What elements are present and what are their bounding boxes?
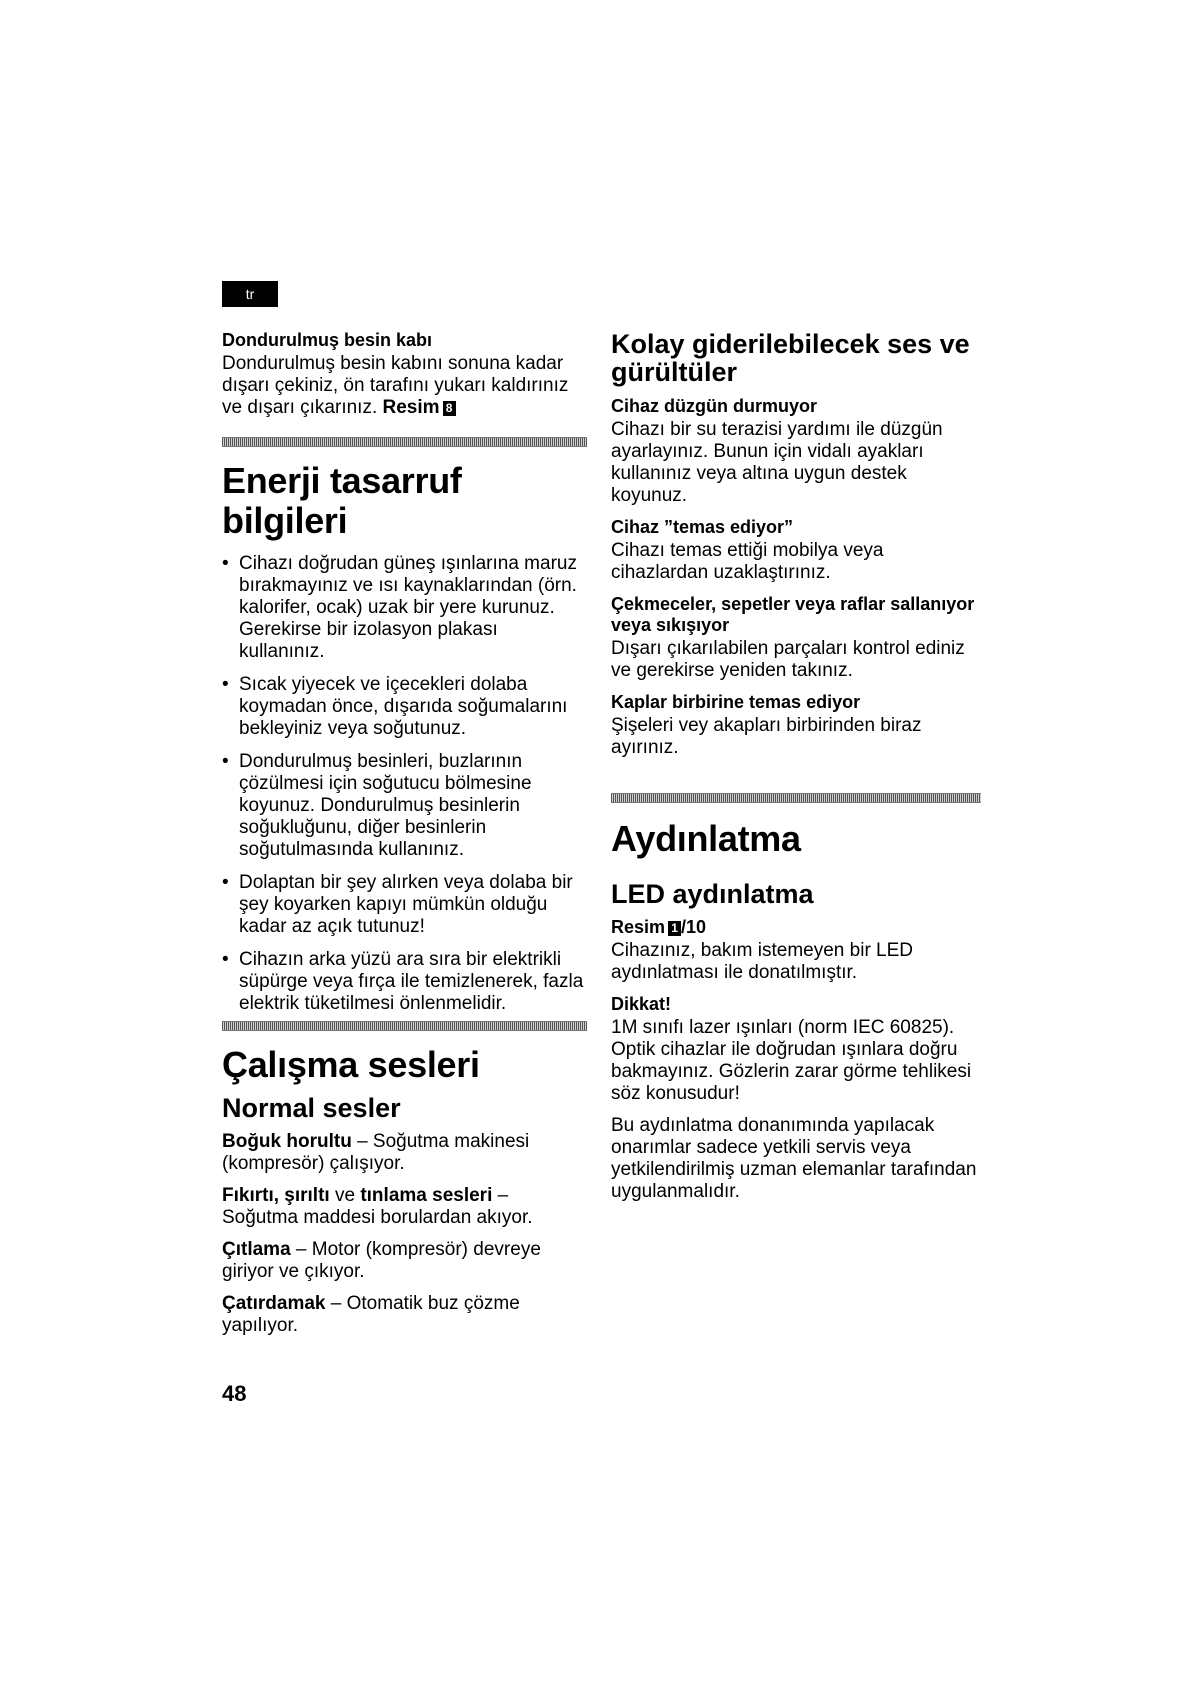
issue-text: Cihazı temas ettiği mobilya veya cihazlardan uzaklaştırınız.	[611, 540, 884, 583]
section-divider	[611, 793, 981, 803]
energy-saving-heading: Enerji tasarruf bilgileri	[222, 460, 462, 541]
bullet-icon: •	[222, 553, 229, 574]
frozen-container-instructions: Dondurulmuş besin kabını sonuna kadar dışarı çekiniz, ön tarafını yukarı kaldırınız ve dışarı çıkarınız.	[222, 353, 569, 418]
issue-title: Çekmeceler, sepetler veya raflar sallanıyor veya sıkışıyor	[611, 594, 975, 635]
figure-reference	[383, 397, 456, 418]
list-item: • Dondurulmuş besinleri, buzlarının çözülmesi için soğutucu bölmesine koyunuz. Dondurulmuş besinlerin soğukluğunu, diğer besinlerin soğutulmasında kullanınız.	[222, 751, 532, 860]
page-number: 48	[222, 1381, 247, 1406]
list-item: • Dolaptan bir şey alırken veya dolaba bir şey koyarken kapıyı mümkün olduğu kadar az açık tutunuz!	[222, 872, 573, 937]
fixable-noises-heading: Kolay giderilebilecek ses ve gürültüler	[611, 329, 970, 387]
frozen-container-title: Dondurulmuş besin kabı	[222, 330, 433, 350]
list-item: • Cihazı doğrudan güneş ışınlarına maruz bırakmayınız ve ısı kaynaklarından (örn. kalorifer, ocak) uzak bir yere kurunuz. Gerekirse bir izolasyon plakası kullanınız.	[222, 553, 577, 662]
right-column	[611, 330, 981, 1203]
energy-tips-list	[222, 553, 587, 1015]
noise-paragraph: Boğuk horultu – Soğutma makinesi (kompresör) çalışıyor.	[222, 1131, 530, 1174]
figure-reference: Resim 1 /10	[611, 917, 707, 937]
bullet-icon: •	[222, 872, 229, 893]
issue-text: Şişeleri vey akapları birbirinden biraz ayırınız.	[611, 715, 922, 758]
repair-notice: Bu aydınlatma donanımında yapılacak onarımlar sadece yetkili servis veya yetkilendirilmiş uzman elemanlar tarafından uygulanmalıdır.	[611, 1115, 977, 1202]
issue-title: Kaplar birbirine temas ediyor	[611, 692, 861, 712]
section-divider	[222, 1021, 587, 1031]
led-lighting-heading: LED aydınlatma	[611, 879, 814, 909]
operating-noises-heading: Çalışma sesleri	[222, 1044, 480, 1085]
noise-paragraph: Çıtlama – Motor (kompresör) devreye giriyor ve çıkıyor.	[222, 1239, 541, 1282]
language-badge: tr	[222, 281, 278, 307]
section-divider	[222, 437, 587, 447]
normal-noises-heading: Normal sesler	[222, 1093, 401, 1123]
bullet-icon: •	[222, 949, 229, 970]
warning-text: 1M sınıfı lazer ışınları (norm IEC 60825). Optik cihazlar ile doğrudan ışınlara doğru bakmayınız. Gözlerin zarar görme tehlikesi söz konusudur!	[611, 1017, 972, 1104]
issue-title: Cihaz ”temas ediyor”	[611, 517, 794, 537]
list-item: • Cihazın arka yüzü ara sıra bir elektrikli süpürge veya fırça ile temizlenerek, fazla elektrik tüketilmesi önlenmelidir.	[222, 949, 584, 1014]
frozen-container-section	[222, 330, 587, 419]
operating-noises-section	[222, 1045, 587, 1337]
issue-text: Dışarı çıkarılabilen parçaları kontrol ediniz ve gerekirse yeniden takınız.	[611, 638, 965, 681]
noise-paragraph: Fıkırtı, şırıltı ve tınlama sesleri – Soğutma maddesi borulardan akıyor.	[222, 1185, 533, 1228]
bullet-icon: •	[222, 751, 229, 772]
warning-title: Dikkat!	[611, 994, 672, 1014]
issue-title: Cihaz düzgün durmuyor	[611, 396, 817, 416]
figure-reference-label: Resim	[382, 397, 440, 418]
bullet-icon: •	[222, 674, 229, 695]
lighting-section	[611, 819, 981, 1203]
energy-saving-section	[222, 461, 587, 1015]
issue-text: Cihazı bir su terazisi yardımı ile düzgün ayarlayınız. Bunun için vidalı ayakları kullanınız veya altına uygun destek koyunuz.	[611, 419, 943, 506]
frozen-container-text	[222, 353, 587, 419]
fixable-noises-section	[611, 330, 981, 759]
figure-number-box: 1	[668, 921, 681, 936]
noise-paragraph: Çatırdamak – Otomatik buz çözme yapılıyor.	[222, 1293, 520, 1336]
led-description: Cihazınız, bakım istemeyen bir LED aydınlatması ile donatılmıştır.	[611, 940, 914, 983]
lighting-heading: Aydınlatma	[611, 818, 801, 859]
figure-number-box: 8	[443, 401, 456, 416]
left-column	[222, 330, 587, 1347]
list-item: • Sıcak yiyecek ve içecekleri dolaba koymadan önce, dışarıda soğumalarını bekleyiniz veya soğutunuz.	[222, 674, 568, 739]
